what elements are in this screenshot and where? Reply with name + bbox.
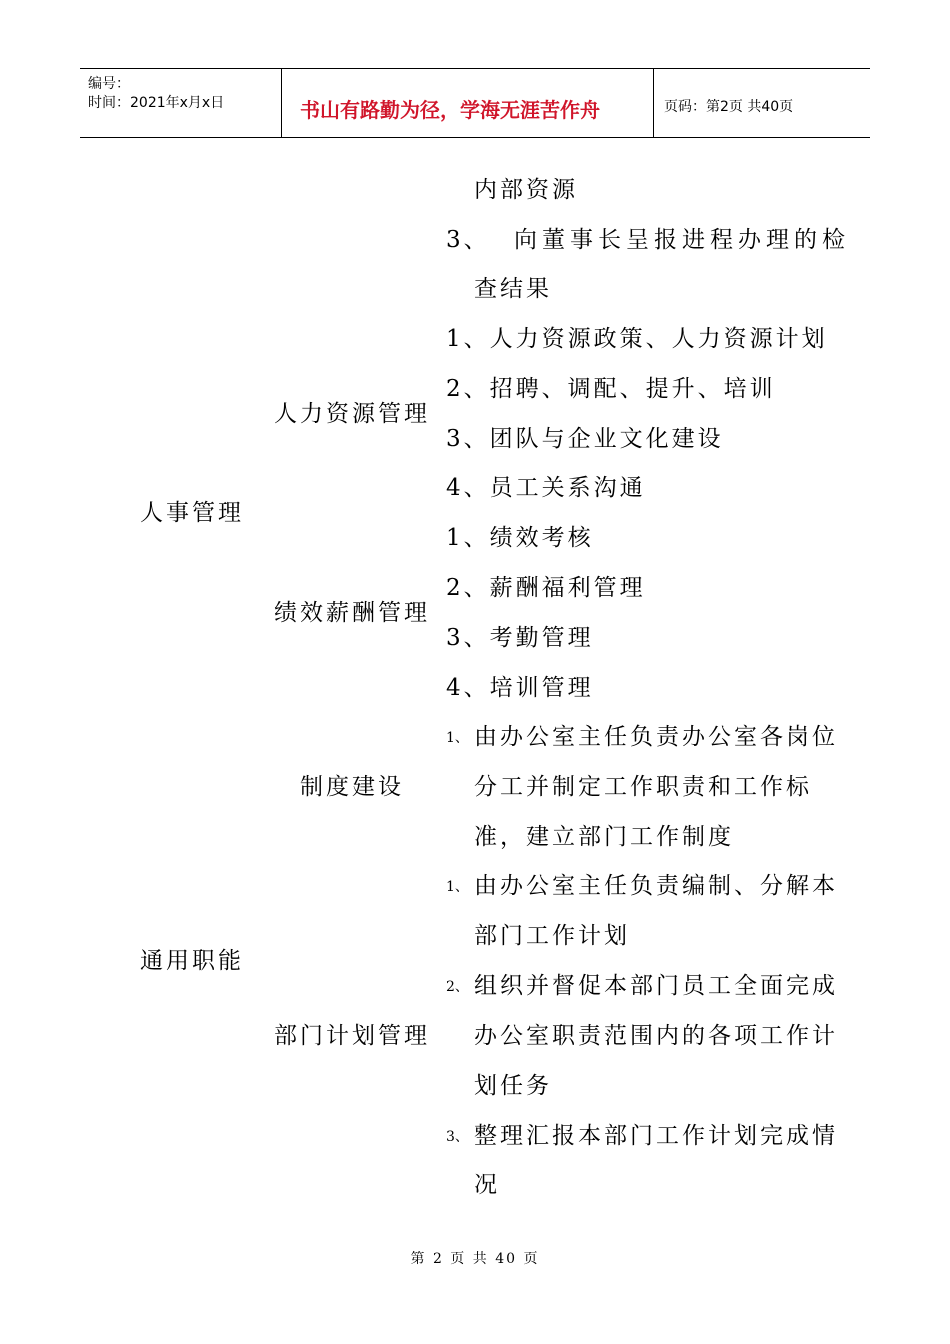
duty-line: 部门工作计划 xyxy=(474,923,630,949)
time-label: 时间：2021年x月x日 xyxy=(88,95,225,111)
duty-line: 2、招聘、调配、提升、培训 xyxy=(446,376,776,402)
duty-line: 办公室职责范围内的各项工作计 xyxy=(474,1023,838,1049)
duty-line: 向董事长呈报进程办理的检 xyxy=(514,227,850,253)
duty-line: 4、员工关系沟通 xyxy=(446,475,646,501)
page-info: 页码：第2页 共40页 xyxy=(664,99,794,115)
duty-line: 划任务 xyxy=(474,1073,552,1099)
duty-number: 1、 xyxy=(446,879,469,895)
page-footer: 第 2 页 共 40 页 xyxy=(410,1251,540,1267)
duty-line: 2、薪酬福利管理 xyxy=(446,575,646,601)
header-divider xyxy=(281,69,282,137)
duty-line: 分工并制定工作职责和工作标 xyxy=(474,774,812,800)
duty-number: 2、 xyxy=(446,979,469,995)
duty-line: 准，建立部门工作制度 xyxy=(474,824,734,850)
duty-line: 查结果 xyxy=(474,276,552,302)
duty-number: 1、 xyxy=(446,730,469,746)
duty-line: 3、考勤管理 xyxy=(446,625,594,651)
category-general: 通用职能 xyxy=(140,948,244,974)
duty-line: 4、培训管理 xyxy=(446,675,594,701)
duty-line: 组织并督促本部门员工全面完成 xyxy=(474,973,838,999)
duty-line: 由办公室主任负责编制、分解本 xyxy=(474,873,838,899)
duty-line: 况 xyxy=(474,1172,500,1198)
duty-line: 由办公室主任负责办公室各岗位 xyxy=(474,724,838,750)
duty-line: 1、绩效考核 xyxy=(446,525,594,551)
duty-line: 3、团队与企业文化建设 xyxy=(446,426,724,452)
header-motto: 书山有路勤为径，学海无涯苦作舟 xyxy=(300,98,600,122)
category-personnel: 人事管理 xyxy=(140,500,244,526)
sub-performance-pay: 绩效薪酬管理 xyxy=(274,600,430,626)
sub-system-building: 制度建设 xyxy=(300,774,404,800)
duty-line: 1、人力资源政策、人力资源计划 xyxy=(446,326,828,352)
header-divider xyxy=(653,69,654,137)
sub-hr-management: 人力资源管理 xyxy=(274,401,430,427)
duty-line: 整理汇报本部门工作计划完成情 xyxy=(474,1123,838,1149)
sub-dept-plan: 部门计划管理 xyxy=(274,1023,430,1049)
duty-number: 3、 xyxy=(446,1129,469,1145)
number-label: 编号： xyxy=(88,76,130,92)
duty-line: 内部资源 xyxy=(474,177,578,203)
duty-number: 3、 xyxy=(446,227,490,253)
page-header xyxy=(80,68,870,138)
